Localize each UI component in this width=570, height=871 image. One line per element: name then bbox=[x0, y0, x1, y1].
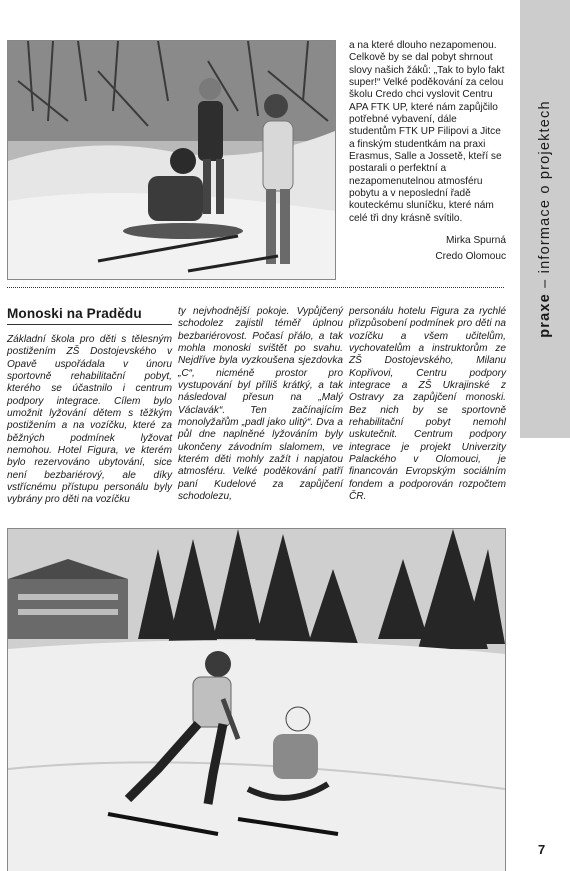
section-sidebar bbox=[520, 0, 570, 438]
article-column-1 bbox=[7, 334, 172, 507]
article-column-1-text: Základní škola pro děti s tělesným postižením ZŠ Dostojevského v Opavě uspořádala v únoru sportovně rehabilitační pobyt, kterého se účastnilo i centrum podpory integrace. Cílem bylo umožnit lyžování dětem s těžkým postižením a na vozíčku, které za běžných podmínek lyžovat nemohou. Hotel Figura, ve kterém bylo rezervováno ubytování, sice není bezbariérový, ale díky vstřícnému přístupu personálu byly vybrány pro děti na vozíčku bbox=[7, 334, 172, 506]
article-column-3-text: personálu hotelu Figura za rychlé přizpůsobení podmínek pro děti na vozíčku a všem učitelům, vychovatelům a instruktorům ze ZŠ Dostojevského, Milanu Kopřivovi, Centru podpory integrace a ZŠ Ukrajinské z Ostravy za zapůjčení monoski. Bez nich by se sportovně rehabilitační pobyt nemohl uskutečnit. Centrum podpory integrace je projekt Univerzity Palackého v Olomouci, je financován Evropským sociálním fondem a podporován rozpočtem ČR. bbox=[349, 306, 506, 503]
section-label-bold: praxe bbox=[537, 293, 554, 338]
article-column-2 bbox=[178, 306, 343, 504]
closing-paragraph-column bbox=[349, 40, 506, 265]
page-number: 7 bbox=[538, 842, 546, 857]
photo-monoski-on-slope bbox=[7, 528, 506, 871]
article-column-3 bbox=[349, 306, 506, 504]
article-column-2-text: ty nejvhodnější pokoje. Vypůjčený schodolez zajistil téměř úplnou bezbariérovost. Počasí přálo, a tak mohla monoski svištět po svahu. Nejdříve byla vyzkoušena sjezdovka „C“, nicméně prostor pro vystupování byl příliš krátký, a tak následoval přesun na „Malý Václavák“. Ten začínajícím monolyžařům „padl jako ulitý“. Dva a půl dne naplněné lyžováním byly ukončeny závodním slalomem, ve kterém děti mohly zažít i napjatou atmosféru. Velké poděkování patří paní Kudelové za zapůjčení schodolezu, bbox=[178, 306, 343, 503]
signature bbox=[349, 233, 506, 265]
signature-organization: Credo Olomouc bbox=[435, 251, 506, 263]
section-divider bbox=[7, 287, 504, 288]
photo-sit-ski-with-helpers bbox=[7, 40, 336, 280]
headline-underline bbox=[7, 324, 172, 325]
signature-name: Mirka Spurná bbox=[445, 235, 506, 247]
section-label-rest: – informace o projektech bbox=[537, 100, 554, 294]
article-headline: Monoski na Pradědu bbox=[7, 306, 142, 321]
section-label bbox=[520, 0, 570, 438]
closing-paragraph: a na které dlouho nezapomenou. Celkově by se dal pobyt shrnout slovy našich žáků: „Tak to bylo fakt super!“ Velké poděkování za celou školu Credo chci vyslovit Centru APA FTK UP, které nám zapůjčilo potřebné vybavení, dále studentům FTK UP Filipovi a Jitce a finským studentkám na praxi Erasmus, Salle a Jossetě, kteří se postarali o perfektní a nezapomenutelnou atmosféru pobytu a v neposlední řadě kouteckému sluníčku, které nám celé tři dny krásně svítilo. bbox=[349, 40, 505, 224]
